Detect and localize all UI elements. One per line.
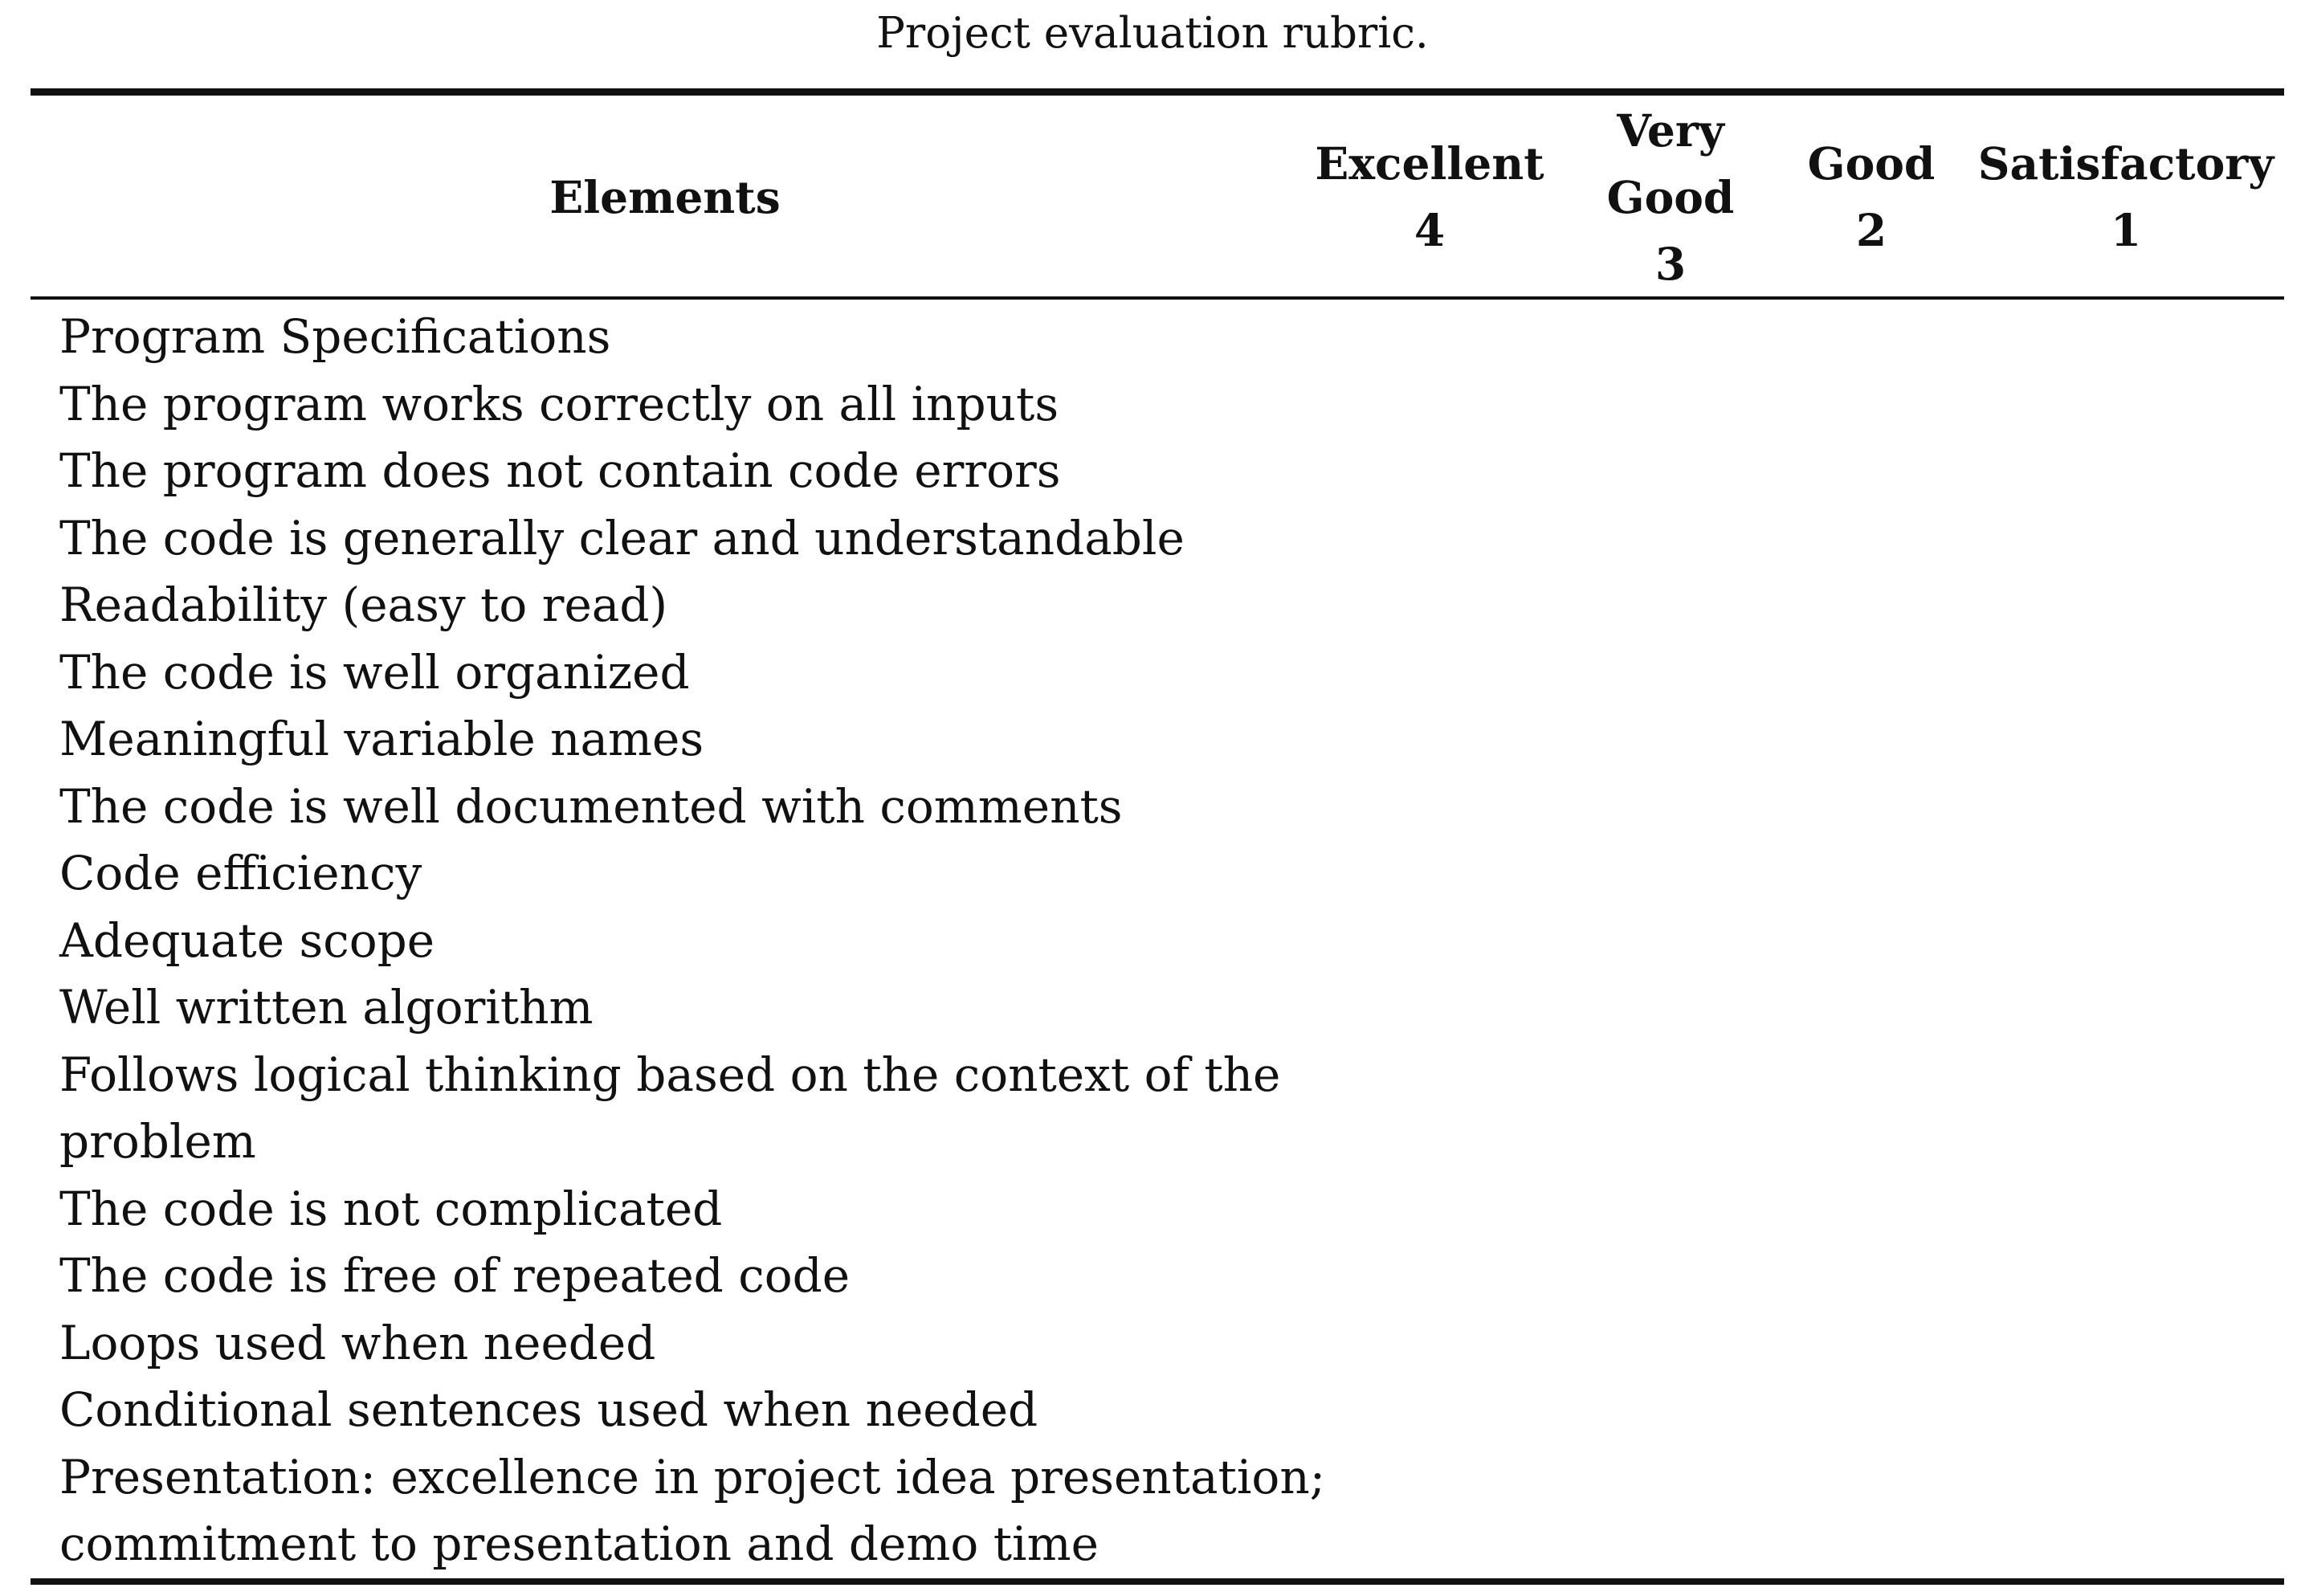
table-row: The code is generally clear and understandable [59, 510, 1185, 565]
table-header-row [31, 100, 2284, 293]
table-row: Adequate scope [59, 912, 435, 968]
table-row: Follows logical thinking based on the context of the [59, 1047, 1281, 1102]
header-excellent [1309, 100, 1550, 293]
table-bottom-rule [31, 1578, 2284, 1585]
table-row: Conditional sentences used when needed [59, 1382, 1038, 1437]
table-row: The code is free of repeated code [59, 1248, 851, 1303]
table-row: Program Specifications [59, 309, 611, 364]
header-very-good [1566, 100, 1775, 293]
table-top-rule [31, 88, 2284, 96]
table-row: The code is not complicated [59, 1181, 723, 1236]
table-header-rule [31, 296, 2284, 300]
table-row: Well written algorithm [59, 980, 594, 1035]
table-row: The code is well organized [59, 644, 690, 700]
header-very-good-score: 3 [1654, 237, 1687, 290]
table-row: Presentation: excellence in project idea presentation; [59, 1449, 1326, 1504]
header-very-good-label-line1: Very [1617, 104, 1724, 157]
table-row: Code efficiency [59, 846, 422, 900]
header-good-label: Good [1807, 137, 1936, 190]
table-row: Meaningful variable names [59, 712, 704, 766]
table-row-continuation: problem [59, 1114, 256, 1169]
header-excellent-score: 4 [1414, 204, 1446, 256]
table-row: Readability (easy to read) [59, 578, 668, 632]
table-caption: Project evaluation rubric. [876, 9, 1429, 58]
header-satisfactory [1968, 100, 2284, 293]
header-elements-label: Elements [549, 170, 781, 223]
header-satisfactory-label: Satisfactory [1977, 137, 2274, 190]
header-good [1775, 100, 1968, 293]
header-very-good-label-line2: Good [1606, 170, 1735, 223]
header-satisfactory-score: 1 [2110, 204, 2142, 256]
table-row: The program does not contain code errors [59, 443, 1061, 498]
table-row-continuation: commitment to presentation and demo time [59, 1516, 1099, 1571]
header-elements [31, 100, 1299, 293]
table-row: The program works correctly on all inputs [59, 376, 1059, 431]
table-row: Loops used when needed [59, 1315, 656, 1370]
table-row: The code is well documented with comments [59, 778, 1123, 834]
header-excellent-label: Excellent [1315, 137, 1544, 190]
rubric-rows [59, 304, 1326, 1578]
header-good-score: 2 [1855, 204, 1887, 256]
